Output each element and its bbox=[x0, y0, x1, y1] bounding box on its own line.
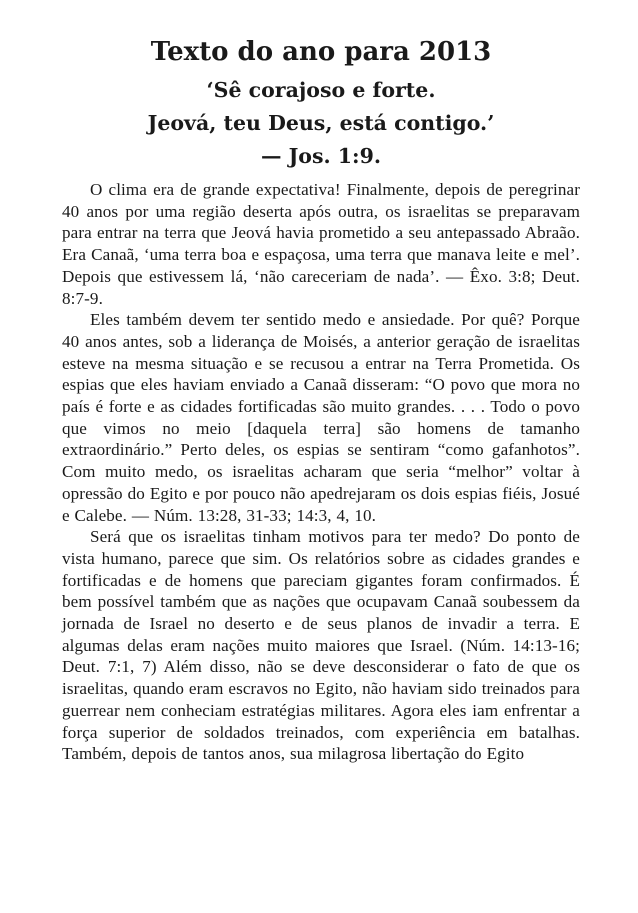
paragraph: Eles também devem ter sentido medo e ansiedade. Por quê? Porque 40 anos antes, sob a liderança de Moisés, a anterior geração de israelitas esteve na mesma situação e se recusou a entrar na Terra Prometida. Os espias que eles haviam enviado a Canaã disseram: “O povo que mora no país é forte e as cidades fortificadas são muito grandes. . . . Todo o povo que vimos no meio [daquela terra] são homens de tamanho extraordinário.” Perto deles, os espias se sentiram “como gafanhotos”. Com muito medo, os israelitas acharam que seria “melhor” voltar à opressão do Egito e por pouco não apedrejaram os dois espias fiéis, Josué e Calebe. — Núm. 13:28, 31-33; 14:3, 4, 10. bbox=[62, 310, 580, 525]
paragraph: O clima era de grande expectativa! Finalmente, depois de peregrinar 40 anos por uma região deserta após outra, os israelitas se preparavam para entrar na terra que Jeová havia prometido a seu antepassado Abraão. Era Canaã, ‘uma terra boa e espaçosa, uma terra que manava leite e mel’. Depois que estivessem lá, ‘não careceriam de nada’. — Êxo. 3:8; Deut. 8:7-9. bbox=[62, 180, 580, 308]
paragraph: Será que os israelitas tinham motivos para ter medo? Do ponto de vista humano, parece que sim. Os relatórios sobre as cidades grandes e fortificadas e de homens que pareciam gigantes foram confirmados. É bem possível também que as nações que ocupavam Canaã soubessem da jornada de Israel no deserto e de seus planos de invadir a terra. E algumas delas eram nações muito maiores que Israel. (Núm. 14:13-16; Deut. 7:1, 7) Além disso, não se deve desconsiderar o fato de que os israelitas, quando eram escravos no Egito, não haviam sido treinados para guerrear nem conheciam estratégias militares. Agora eles iam enfrentar a força superior de soldados treinados, com experiência em batalhas. Também, depois de tantos anos, sua milagrosa libertação do Egito bbox=[62, 527, 580, 764]
page bbox=[62, 34, 580, 765]
article-body bbox=[62, 179, 580, 765]
theme-line: ‘Sê corajoso e forte. bbox=[206, 78, 436, 102]
theme-line: Jeová, teu Deus, está contigo.’ bbox=[147, 111, 495, 135]
page-title: Texto do ano para 2013 bbox=[150, 37, 492, 67]
theme-citation: — Jos. 1:9. bbox=[260, 144, 382, 168]
year-text-theme bbox=[62, 74, 580, 173]
